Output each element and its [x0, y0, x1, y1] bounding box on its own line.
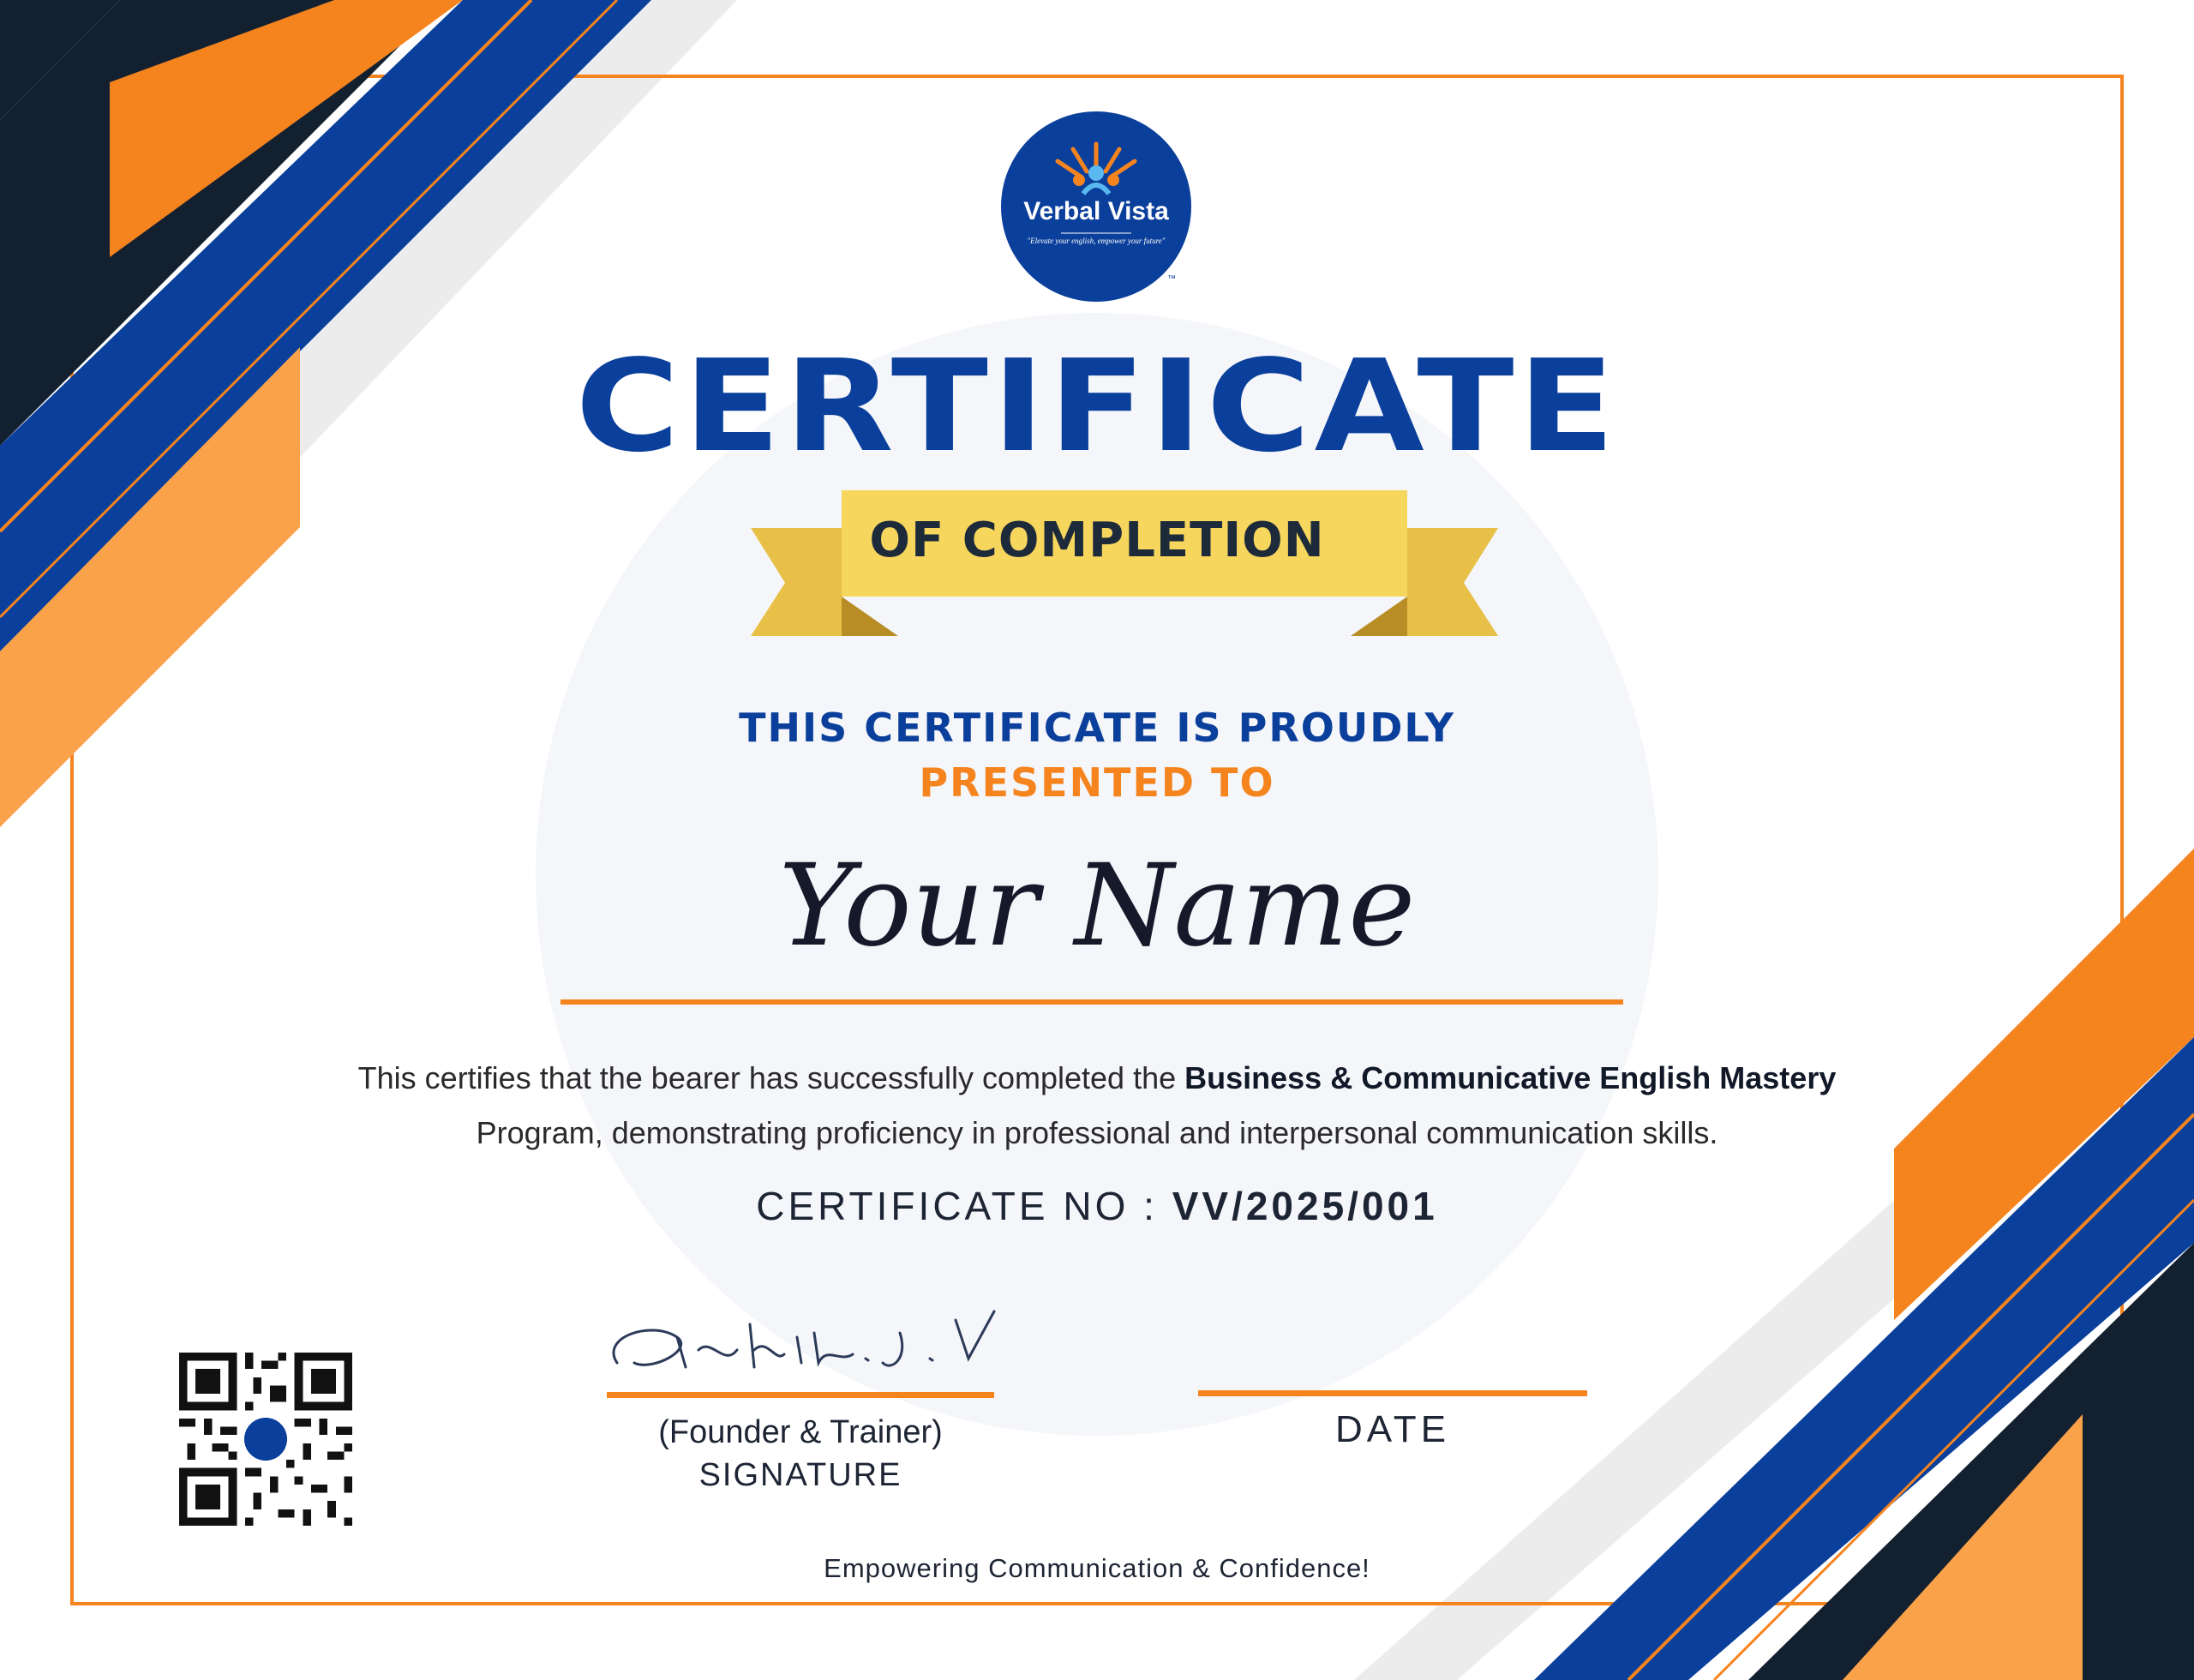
certificate-number-value: VV/2025/001: [1172, 1184, 1438, 1228]
signature-label: SIGNATURE: [698, 1457, 902, 1493]
date-label: DATE: [1334, 1408, 1451, 1450]
signature-line: [607, 1392, 994, 1398]
name-underline: [560, 999, 1623, 1005]
logo-wordmark: Verbal Vista: [1023, 197, 1169, 225]
date-line: [1198, 1390, 1587, 1396]
qr-center-logo: [244, 1418, 287, 1461]
verbal-vista-logo: [1001, 111, 1191, 302]
certificate-title: CERTIFICATE: [575, 333, 1619, 480]
presented-line-1: THIS CERTIFICATE IS PROUDLY: [739, 705, 1455, 751]
logo-tagline: "Elevate your english, empower your future": [1027, 237, 1166, 245]
footer-tagline: Empowering Communication & Confidence!: [824, 1553, 1370, 1583]
certificate-number-label: CERTIFICATE NO :: [756, 1184, 1172, 1228]
description-continuation: Program, demonstrating proficiency in professional and interpersonal communication skills.: [476, 1115, 1718, 1150]
program-name: Business & Communicative English Mastery: [1184, 1060, 1837, 1095]
logo-trademark: ™: [1167, 274, 1176, 284]
description-intro: This certifies that the bearer has successfully completed the: [357, 1060, 1185, 1095]
qr-code-icon: [178, 1353, 353, 1526]
certificate-description: [257, 1051, 1937, 1161]
presented-line-2: PRESENTED TO: [919, 759, 1275, 806]
ribbon-label: OF COMPLETION: [869, 513, 1325, 568]
signer-role: (Founder & Trainer): [658, 1414, 943, 1450]
certificate-number: [0, 1183, 2194, 1229]
recipient-name: Your Name: [778, 840, 1416, 972]
